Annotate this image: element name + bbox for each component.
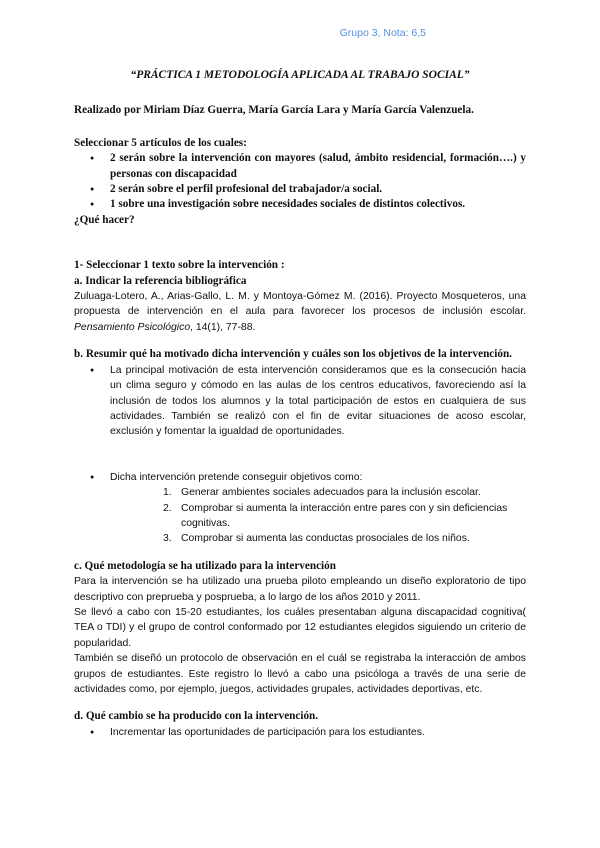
- section-d-list: [74, 725, 526, 740]
- objective-item: [163, 485, 526, 500]
- spacer: [74, 440, 526, 470]
- selection-list: [74, 151, 526, 213]
- section-a-heading: a. Indicar la referencia bibliográfica: [74, 274, 247, 287]
- section1-heading: 1- Seleccionar 1 texto sobre la intervención :: [74, 259, 285, 272]
- que-hacer-heading: ¿Qué hacer?: [74, 213, 135, 226]
- list-item: ● Dicha intervención pretende conseguir objetivos como:: [74, 470, 526, 485]
- spacer: [74, 547, 526, 559]
- document-title: “PRÁCTICA 1 METODOLOGÍA APLICADA AL TRABAJO SOCIAL”: [130, 69, 470, 81]
- objective-item: [163, 501, 526, 532]
- objective-text: Generar ambientes sociales adecuados para la inclusión escolar.: [181, 487, 481, 499]
- list-item: ● 2 serán sobre la intervención con mayores (salud, ámbito residencial, formación….) y personas con discapacidad: [74, 151, 526, 182]
- objectives-list: [74, 485, 526, 547]
- objective-number: 2.: [163, 502, 172, 514]
- section-c-paragraph: Para la intervención se ha utilizado una prueba piloto empleando un diseño exploratorio de tipo descriptivo con preprueba y posprueba, a lo largo de los años 2010 y 2011.: [74, 576, 526, 603]
- list-item: ● La principal motivación de esta intervención consideramos que es la consecución hacia un clima seguro y cómodo en las aulas de los centros educativos, favoreciendo así la inclusión de todos los alumnos y la total participación de estos en cualquiera de sus actividades. También se realizó con el fin de evitar situaciones de acoso escolar, exclusión y fomentar la igualdad de oportunidades.: [74, 363, 526, 440]
- section-b-list-2: [74, 470, 526, 485]
- bibliographic-reference: [74, 289, 526, 335]
- document-page: [74, 68, 526, 740]
- list-item: ● 2 serán sobre el perfil profesional del trabajador/a social.: [74, 182, 526, 197]
- list-item: ● 1 sobre una investigación sobre necesidades sociales de distintos colectivos.: [74, 197, 526, 212]
- section-c-paragraph: Se llevó a cabo con 15-20 estudiantes, los cuáles presentaban alguna discapacidad cognitiva( TEA o TDI) y el grupo de control conformado por 12 estudiantes elegidos siguiendo un criterio de popularidad.: [74, 606, 526, 649]
- spacer: [74, 228, 526, 258]
- section-b-heading: b. Resumir qué ha motivado dicha intervención y cuáles son los objetivos de la intervención.: [74, 348, 512, 361]
- objective-number: 3.: [163, 533, 172, 545]
- objective-item: [163, 531, 526, 546]
- selection-heading: Seleccionar 5 artículos de los cuales:: [74, 136, 247, 149]
- reference-main: Zuluaga-Lotero, A., Arias-Gallo, L. M. y Montoya-Gómez M. (2016). Proyecto Mosqueteros, una propuesta de intervención en el aula para favorecer los procesos de inclusión escolar.: [74, 291, 526, 318]
- grade-note: Grupo 3, Nota: 6,5: [339, 27, 426, 39]
- authors-line: Realizado por Miriam Díaz Guerra, María García Lara y María García Valenzuela.: [74, 104, 474, 117]
- section-c-paragraph: También se diseñó un protocolo de observación en el cuál se registraba la interacción de ambos grupos de estudiantes. Este registro lo llevó a cabo una psicóloga a través de una serie de actividades como, por ejemplo, juegos, actividades grupales, actividades deportivas, etc.: [74, 653, 526, 695]
- objective-number: 1.: [163, 487, 172, 499]
- spacer: [74, 335, 526, 347]
- section-b-list: [74, 363, 526, 440]
- section-d-heading: d. Qué cambio se ha producido con la intervención.: [74, 710, 319, 723]
- objective-text: Comprobar si aumenta la interacción entre pares con y sin deficiencias cognitivas.: [181, 502, 508, 529]
- section-c-heading: c. Qué metodología se ha utilizado para la intervención: [74, 559, 336, 572]
- reference-journal: Pensamiento Psicológico: [74, 321, 191, 333]
- list-item: ● Incrementar las oportunidades de participación para los estudiantes.: [74, 725, 526, 740]
- spacer: [74, 697, 526, 709]
- objective-text: Comprobar si aumenta las conductas prosociales de los niños.: [181, 533, 470, 545]
- reference-tail: , 14(1), 77-88.: [190, 321, 256, 333]
